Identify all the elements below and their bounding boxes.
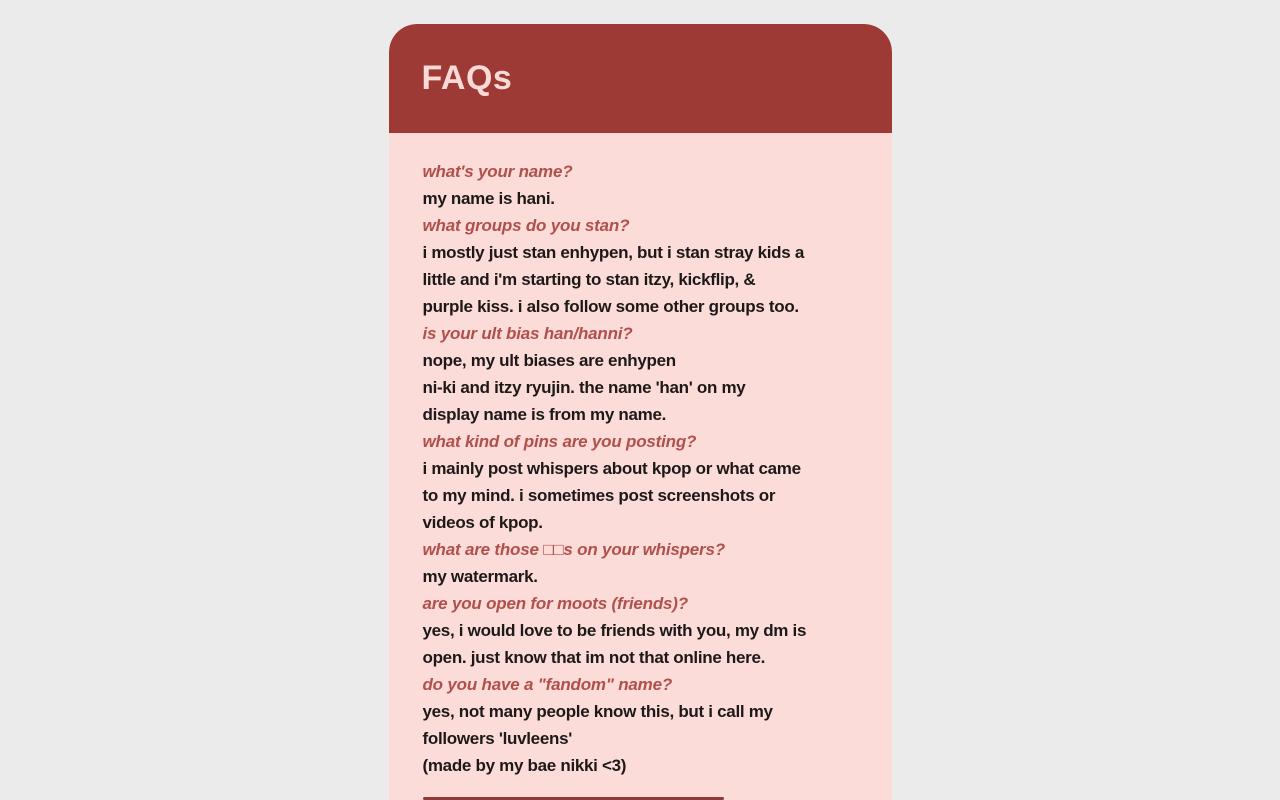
faq-item	[423, 212, 862, 320]
faq-item	[423, 428, 862, 536]
faq-item	[423, 536, 862, 590]
faq-question: what are those □□s on your whispers?	[422, 540, 725, 559]
page-title: FAQs	[421, 59, 513, 97]
faq-answer-line: yes, i would love to be friends with you, my dm is	[422, 621, 807, 640]
faq-answer-line: i mostly just stan enhypen, but i stan stray kids a	[422, 243, 804, 262]
faq-question: do you have a "fandom" name?	[422, 675, 673, 694]
faq-question: what's your name?	[422, 162, 573, 181]
faq-answer-line: nope, my ult biases are enhypen	[422, 351, 676, 370]
faq-item	[423, 671, 862, 752]
faq-answer-line: to my mind. i sometimes post screenshots or	[422, 486, 776, 505]
faq-item	[423, 320, 862, 428]
faq-answer-line: my name is hani.	[422, 189, 555, 208]
faq-item	[423, 158, 862, 212]
faq-answer-line: followers 'luvleens'	[422, 729, 572, 748]
faq-question: are you open for moots (friends)?	[422, 594, 688, 613]
faq-card	[389, 24, 892, 800]
faq-answer-line: open. just know that im not that online here.	[422, 648, 766, 667]
faq-answer-line: ni-ki and itzy ryujin. the name 'han' on my	[422, 378, 746, 397]
faq-answer-line: purple kiss. i also follow some other groups too.	[422, 297, 799, 316]
faq-card-header	[389, 24, 892, 133]
faq-answer-line: little and i'm starting to stan itzy, kickflip, &	[422, 270, 756, 289]
faq-answer-line: display name is from my name.	[422, 405, 667, 424]
faq-answer-line: i mainly post whispers about kpop or what came	[422, 459, 801, 478]
faq-question: what kind of pins are you posting?	[422, 432, 697, 451]
faq-question: what groups do you stan?	[422, 216, 630, 235]
faq-answer-line: videos of kpop.	[422, 513, 543, 532]
faq-answer-line: my watermark.	[422, 567, 538, 586]
faq-card-body	[389, 133, 892, 800]
credit-note: (made by my bae nikki <3)	[422, 756, 627, 775]
faq-item	[423, 590, 862, 671]
faq-question: is your ult bias han/hanni?	[422, 324, 633, 343]
faq-answer-line: yes, not many people know this, but i call my	[422, 702, 773, 721]
